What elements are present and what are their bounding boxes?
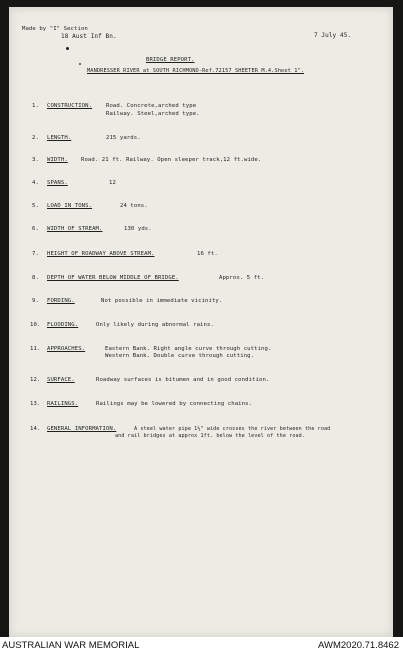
unit-line: 18 Aust Inf Bn. (61, 33, 117, 40)
item-label: HEIGHT OF ROADWAY ABOVE STREAM. (47, 251, 155, 257)
item-number: 4. (32, 180, 39, 186)
item-text: Roadway surfaces is bitumen and in good condition. (96, 377, 270, 383)
item-label: FLOODING. (47, 322, 79, 328)
item-text: Road. Concrete,arched type (106, 103, 197, 109)
item-text: A steel water pipe 1½" wide crosses the river between the road (134, 426, 331, 432)
item-label: SURFACE. (47, 377, 75, 383)
item-number: 1. (32, 103, 39, 109)
archive-footer (0, 637, 403, 653)
item-number: 5. (32, 203, 39, 209)
item-text: 215 yards. (106, 135, 141, 141)
item-label: WIDTH. (47, 157, 68, 163)
item-label: CONSTRUCTION. (47, 103, 93, 109)
archive-id: AWM2020.71.8462 (318, 640, 399, 651)
item-text: Eastern Bank. Right angle curve through cutting. (105, 346, 272, 352)
report-subtitle: MANDRESSER RIVER at SOUTH RICHMOND-Ref.72157 SHEETER M.4.Sheet 1". (87, 68, 305, 74)
item-label: RAILINGS. (47, 401, 79, 407)
archive-name: AUSTRALIAN WAR MEMORIAL (2, 640, 140, 651)
item-text: Road. 21 ft. Railway. Open sleeper track,12 ft.wide. (81, 157, 262, 163)
item-text: Railway. Steel,arched type. (106, 111, 200, 117)
document-page (9, 7, 393, 637)
item-number: 9. (32, 298, 39, 304)
item-number: 13. (30, 401, 41, 407)
report-title: BRIDGE REPORT. (146, 57, 195, 63)
item-text: Only likely during abnormal rains. (96, 322, 214, 328)
item-number: 2. (32, 135, 39, 141)
item-label: DEPTH OF WATER BELOW MIDDLE OF BRIDGE. (47, 275, 179, 281)
item-number: 8. (32, 275, 39, 281)
item-text: Western Bank. Double curve through cutting. (105, 353, 255, 359)
item-number: 7. (32, 251, 39, 257)
date: 7 July 45. (314, 32, 352, 39)
item-label: LOAD IN TONS. (47, 203, 93, 209)
item-text: and rail bridges at approx 1ft. below the level of the road. (115, 433, 306, 439)
item-number: 10. (30, 322, 41, 328)
item-number: 12. (30, 377, 41, 383)
item-number: 6. (32, 226, 39, 232)
item-text: 16 ft. (197, 251, 218, 257)
item-number: 11. (30, 346, 41, 352)
item-text: 12 (109, 180, 116, 186)
item-label: LENGTH. (47, 135, 72, 141)
made-by-line: Made by "I" Section (22, 26, 88, 32)
item-text: 24 tons. (120, 203, 148, 209)
item-label: APPROACHES. (47, 346, 86, 352)
item-text: Not possible in immediate vicinity. (101, 298, 223, 304)
item-text: 130 yds. (124, 226, 152, 232)
item-label: GENERAL INFORMATION. (47, 426, 117, 432)
item-number: 14. (30, 426, 41, 432)
ink-mark (79, 63, 81, 65)
item-label: FORDING. (47, 298, 75, 304)
item-label: WIDTH OF STREAM. (47, 226, 103, 232)
item-text: Approx. 5 ft. (219, 275, 265, 281)
hole-mark (66, 47, 69, 50)
item-text: Railings may be lowered by connecting chains. (96, 401, 253, 407)
item-label: SPANS. (47, 180, 68, 186)
item-number: 3. (32, 157, 39, 163)
